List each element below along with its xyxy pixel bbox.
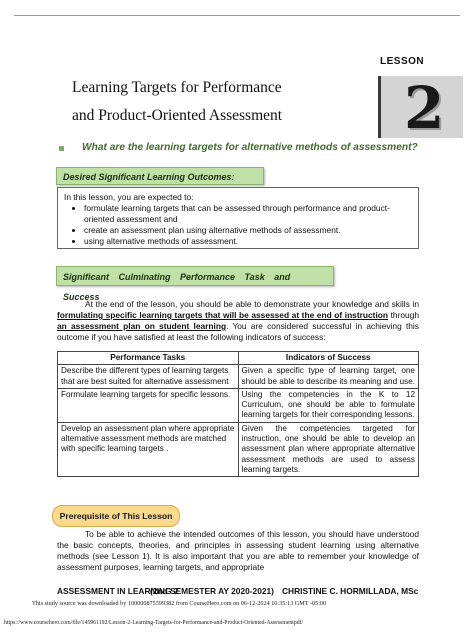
task-cell: Formulate learning targets for specific lessons. <box>58 388 239 422</box>
task-cell: Develop an assessment plan where appropriate alternative assessment methods are matched with specific learning targets . <box>58 422 239 476</box>
prerequisite-heading: Prerequisite of This Lesson <box>52 505 180 527</box>
dslo-heading: Desired Significant Learning Outcomes: <box>56 167 264 185</box>
lesson-label: LESSON <box>380 56 425 67</box>
download-notice: This study source was downloaded by 100000875599382 from CourseHero.com on 06-12-2024 10:35:13 GMT -05:00 <box>32 600 327 607</box>
top-rule <box>14 15 460 16</box>
outcome-item: • formulate learning targets that can be assessed through performance and product-oriented assessment and <box>84 203 412 225</box>
indicator-cell: Using the competencies in the K to 12 Curriculum, one should be able to formulate learning targets for their corresponding lessons. <box>238 388 419 422</box>
paragraph-text: To be able to achieve the intended outcomes of this lesson, you should have understood the basic concepts, theories, and principles in assessing student learning using alternative methods (see Lesson 1). It is also important that you are able to remember your knowledge of assessment purposes, learning targets, and appropriate <box>57 529 419 572</box>
source-url[interactable]: https://www.coursehero.com/file/145961192/Lesson-2-Learning-Targets-for-Performance-and-Product-Oriented-Assessmentpdf/ <box>4 620 304 626</box>
paragraph-text: . You are considered successful in achieving this outcome if you have satisfied at least the following indicators of success: <box>57 321 419 342</box>
table-header-row <box>58 352 419 365</box>
learning-outcomes-box <box>57 187 419 249</box>
indicator-cell: Given the competencies targeted for instruction, one should be able to develop an assessment plan where appropriate alternative assessment methods are used to assess learning targets. <box>238 422 419 476</box>
outcome-item: • create an assessment plan using alternative methods of assessment. <box>84 225 412 236</box>
table-row <box>58 388 419 422</box>
emphasis-text: an assessment plan on student learning <box>57 321 227 331</box>
outcomes-list <box>64 203 412 247</box>
square-bullet-icon <box>59 146 64 151</box>
lesson-title-line-1: Learning Targets for Performance <box>72 79 282 96</box>
indicator-cell: Given a specific type of learning target, one should be able to describe its meaning and use. <box>238 365 419 389</box>
paragraph-text: At the end of the lesson, you should be able to demonstrate your knowledge and skills in <box>85 299 419 309</box>
footer-semester: (2nd SEMESTER AY 2020-2021) <box>150 586 274 596</box>
lesson-number: 2 <box>404 74 445 142</box>
tasks-indicators-table <box>57 351 419 477</box>
emphasis-text: formulating specific learning targets that will be assessed at the end of instruction <box>57 310 389 320</box>
performance-task-paragraph <box>57 299 419 343</box>
column-header: Indicators of Success <box>238 352 419 365</box>
paragraph-text: through <box>388 310 419 320</box>
column-header: Performance Tasks <box>58 352 239 365</box>
lesson-title-line-2: and Product-Oriented Assessment <box>72 107 283 124</box>
prerequisite-paragraph <box>57 529 419 573</box>
performance-task-heading: Significant Culminating Performance Task and Success <box>56 266 334 286</box>
outcomes-intro: In this lesson, you are expected to: <box>64 192 194 202</box>
footer-course: ASSESSMENT IN LEARNING 2 <box>57 586 179 596</box>
table-row <box>58 422 419 476</box>
table-row <box>58 365 419 389</box>
outcome-item: • using alternative methods of assessment. <box>84 236 412 247</box>
guiding-question: What are the learning targets for alternative methods of assessment? <box>82 142 418 153</box>
footer-author: CHRISTINE C. HORMILLADA, MSc <box>282 586 419 596</box>
task-cell: Describe the different types of learning targets that are best suited for alternative assessment <box>58 365 239 389</box>
